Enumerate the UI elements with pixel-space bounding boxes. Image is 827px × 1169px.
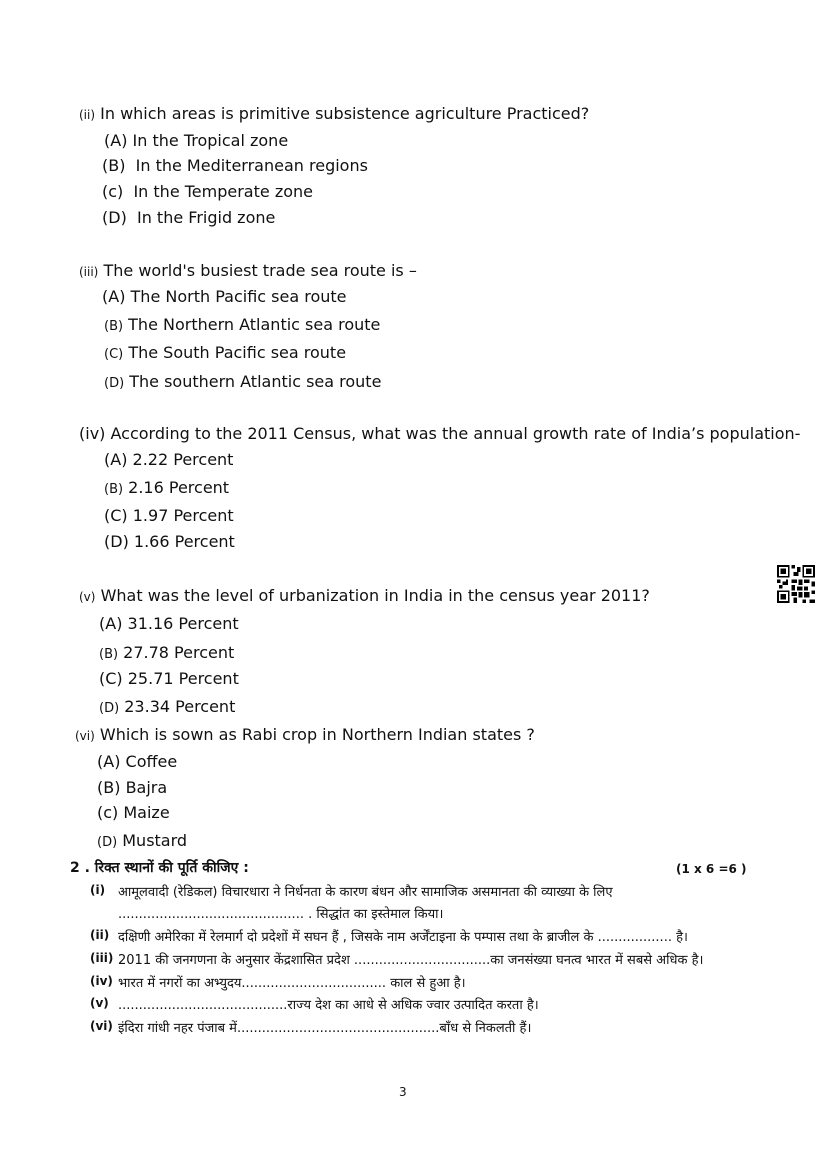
fill-item: (ii) दक्षिणी अमेरिका में रेलमार्ग दो प्रदेशों में सघन हैं , जिसके नाम अर्जेंटाइना के पम्पास तथा के ब्राजील के .................. है। bbox=[90, 928, 688, 945]
question-text: Which is sown as Rabi crop in Northern Indian states ? bbox=[99, 725, 535, 744]
fill-item: (vi) इंदिरा गांधी नहर पंजाब में.................................................बाँध से निकलती हैं। bbox=[90, 1019, 532, 1036]
option: (D) In the Frigid zone bbox=[102, 208, 276, 227]
fill-item: (i) आमूलवादी (रेडिकल) विचारधारा ने निर्धनता के कारण बंधन और सामाजिक असमानता की व्याख्या के लिए ............................................. . सिद्धांत का इस्तेमाल किया। bbox=[90, 883, 613, 922]
fill-item: (iii) 2011 की जनगणना के अनुसार केंद्रशासित प्रदेश .................................का जनसंख्या घनत्व भारत में सबसे अधिक है। bbox=[90, 951, 704, 968]
option: (A) 31.16 Percent bbox=[99, 614, 239, 633]
option: (C) 1.97 Percent bbox=[104, 506, 234, 525]
option: (c) In the Temperate zone bbox=[102, 182, 313, 201]
option: (C) The South Pacific sea route bbox=[104, 343, 347, 362]
question-v bbox=[79, 586, 650, 605]
option: (D) 23.34 Percent bbox=[99, 697, 236, 716]
question-text: In which areas is primitive subsistence agriculture Practiced? bbox=[100, 104, 590, 123]
option: (A) The North Pacific sea route bbox=[102, 287, 347, 306]
question-number: (vi) bbox=[75, 729, 95, 743]
question-vi bbox=[75, 725, 535, 744]
fill-item: (v) .........................................राज्य देश का आधे से अधिक ज्वार उत्पादित करता है। bbox=[90, 996, 539, 1013]
question-number: (iii) bbox=[79, 265, 99, 279]
question-number: (iv) bbox=[79, 424, 106, 443]
question-text: According to the 2011 Census, what was the annual growth rate of India’s population- bbox=[110, 424, 801, 443]
question-iii bbox=[79, 261, 417, 280]
option: (B) The Northern Atlantic sea route bbox=[104, 315, 381, 334]
qr-code-icon bbox=[776, 565, 816, 603]
option: (D) 1.66 Percent bbox=[104, 532, 235, 551]
option: (D) Mustard bbox=[97, 831, 188, 850]
question-text: What was the level of urbanization in India in the census year 2011? bbox=[100, 586, 650, 605]
fill-item: (iv) भारत में नगरों का अभ्युदय................................... काल से हुआ है। bbox=[90, 974, 466, 991]
page-number: 3 bbox=[399, 1085, 407, 1099]
question-iv bbox=[79, 424, 800, 443]
option: (B) In the Mediterranean regions bbox=[102, 156, 368, 175]
marks-label: (1 x 6 =6 ) bbox=[676, 862, 747, 876]
option: (A) 2.22 Percent bbox=[104, 450, 234, 469]
question-number: (ii) bbox=[79, 108, 96, 122]
option: (A) Coffee bbox=[97, 752, 178, 771]
option: (B) 2.16 Percent bbox=[104, 478, 230, 497]
option: (C) 25.71 Percent bbox=[99, 669, 239, 688]
question-ii bbox=[79, 104, 589, 123]
question-number: (v) bbox=[79, 590, 96, 604]
option: (B) 27.78 Percent bbox=[99, 643, 235, 662]
option: (c) Maize bbox=[97, 803, 170, 822]
option: (A) In the Tropical zone bbox=[104, 131, 289, 150]
section-heading: 2 . रिक्त स्थानों की पूर्ति कीजिए : bbox=[70, 860, 249, 876]
option: (B) Bajra bbox=[97, 778, 168, 797]
question-text: The world's busiest trade sea route is – bbox=[103, 261, 417, 280]
option: (D) The southern Atlantic sea route bbox=[104, 372, 382, 391]
